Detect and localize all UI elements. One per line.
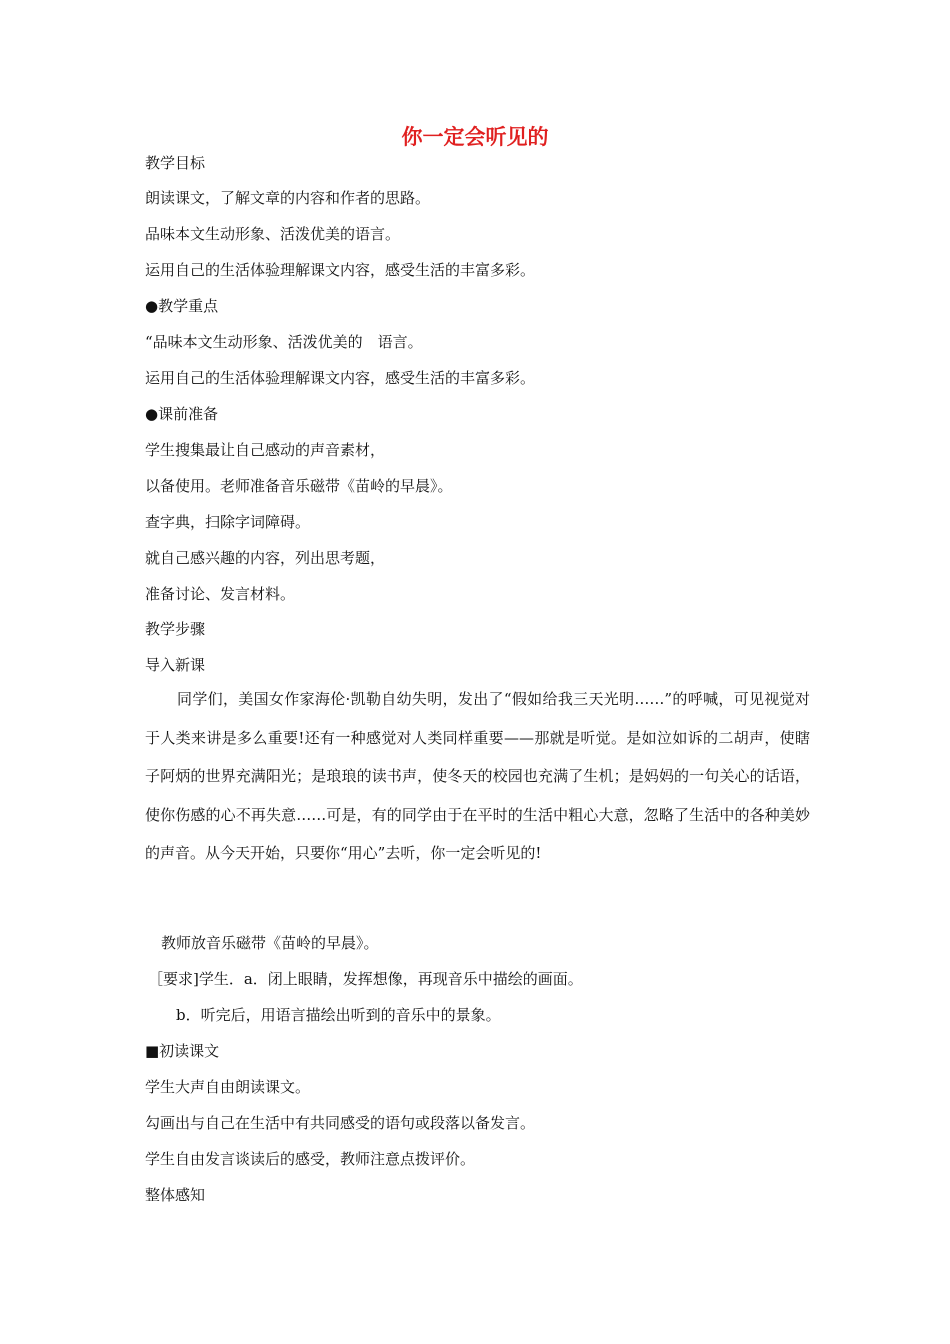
key-point-line-2: 运用自己的生活体验理解课文内容，感受生活的丰富多彩。 [145,369,536,387]
heading-key-points: ●教学重点 [145,297,219,315]
prep-line-3: 查字典，扫除字词障碍。 [145,513,311,531]
heading-preparation: ●课前准备 [145,405,219,423]
requirement-b-line: b．听完后，用语言描绘出听到的音乐中的景象。 [176,1006,501,1024]
reading-line-3: 学生自由发言谈读后的感受，教师注意点拨评价。 [145,1150,476,1168]
heading-first-reading: ■初读课文 [145,1042,220,1060]
intro-paragraph: 同学们，美国女作家海伦·凯勒自幼失明，发出了“假如给我三天光明……”的呼喊，可见视觉对于人类来讲是多么重要!还有一种感觉对人类同样重要——那就是听觉。是如泣如诉的二胡声，使瞎子阿炳的世界充满阳光；是琅琅的读书声，使冬天的校园也充满了生机；是妈妈的一句关心的话语，使你伤感的心不再失意……可是，有的同学由于在平时的生活中粗心大意，忽略了生活中的各种美妙的声音。从今天开始，只要你“用心”去听，你一定会听见的! [145,690,810,862]
heading-introduction: 导入新课 [145,656,206,674]
goal-line-1: 朗读课文，了解文章的内容和作者的思路。 [145,189,431,207]
heading-teaching-goals: 教学目标 [145,154,206,172]
goal-line-2: 品味本文生动形象、活泼优美的语言。 [145,225,401,243]
music-line: 教师放音乐磁带《苗岭的早晨》。 [161,934,379,952]
prep-line-4: 就自己感兴趣的内容，列出思考题， [145,549,386,567]
document-title: 你一定会听见的 [401,125,549,149]
prep-line-2: 以备使用。老师准备音乐磁带《苗岭的早晨》。 [145,477,453,495]
heading-overall-perception: 整体感知 [145,1186,206,1204]
heading-teaching-steps: 教学步骤 [145,620,206,638]
requirement-a-line: ［要求]学生．a．闭上眼睛，发挥想像，再现音乐中描绘的画面。 [148,970,583,988]
prep-line-1: 学生搜集最让自己感动的声音素材， [145,441,386,459]
reading-line-2: 勾画出与自己在生活中有共同感受的语句或段落以备发言。 [145,1114,536,1132]
key-point-line-1: “品味本文生动形象、活泼优美的 语言。 [145,333,423,351]
goal-line-3: 运用自己的生活体验理解课文内容，感受生活的丰富多彩。 [145,261,536,279]
reading-line-1: 学生大声自由朗读课文。 [145,1078,311,1096]
prep-line-5: 准备讨论、发言材料。 [145,585,296,603]
